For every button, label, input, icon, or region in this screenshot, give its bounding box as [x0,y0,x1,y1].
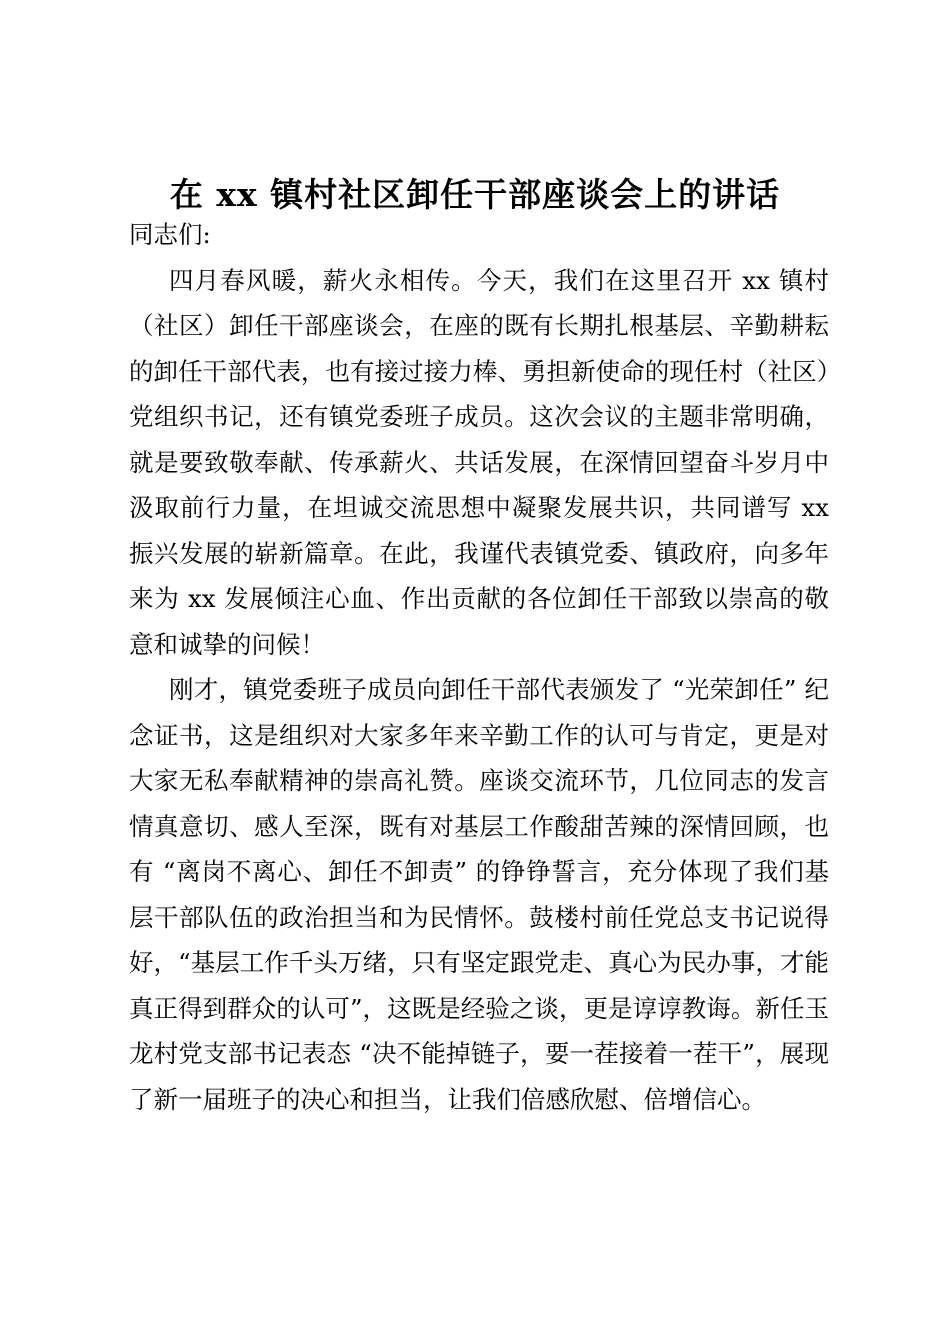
salutation: 同志们: [129,220,211,249]
paragraph-review: 刚才，镇党委班子成员向卸任干部代表颁发了 “光荣卸任” 纪念证书，这是组织对大家多年来辛勤工作的认可与肯定，更是对大家无私奉献精神的崇高礼赞。座谈交流环节，几位同志的发言情真意切、感人至深，既有对基层工作酸甜苦辣的深情回顾，也有 “离岗不离心、卸任不卸责” 的铮铮誓言，充分体现了我们基层干部队伍的政治担当和为民情怀。鼓楼村前任党总支书记说得好，“基层工作千头万绪，只有坚定跟党走、真心为民办事，才能真正得到群众的认可”，这既是经验之谈，更是谆谆教诲。新任玉龙村党支部书记表态 “决不能掉链子，要一茬接着一茬干”，展现了新一届班子的决心和担当，让我们倍感欣慰、倍增信心。 [129,675,829,1114]
document-body [129,212,829,1122]
paragraph-opening: 四月春风暖，薪火永相传。今天，我们在这里召开 xx 镇村（社区）卸任干部座谈会，在座的既有长期扎根基层、辛勤耕耘的卸任干部代表，也有接过接力棒、勇担新使命的现任村（社区）党组织书记，还有镇党委班子成员。这次会议的主题非常明确，就是要致敬奉献、传承薪火、共话发展，在深情回望奋斗岁月中汲取前行力量，在坦诚交流思想中凝聚发展共识，共同谱写 xx 振兴发展的崭新篇章。在此，我谨代表镇党委、镇政府，向多年来为 xx 发展倾注心血、作出贡献的各位卸任干部致以崇高的敬意和诚挚的问候！ [129,265,829,659]
document-title: 在 xx 镇村社区卸任干部座谈会上的讲话 [169,175,781,214]
